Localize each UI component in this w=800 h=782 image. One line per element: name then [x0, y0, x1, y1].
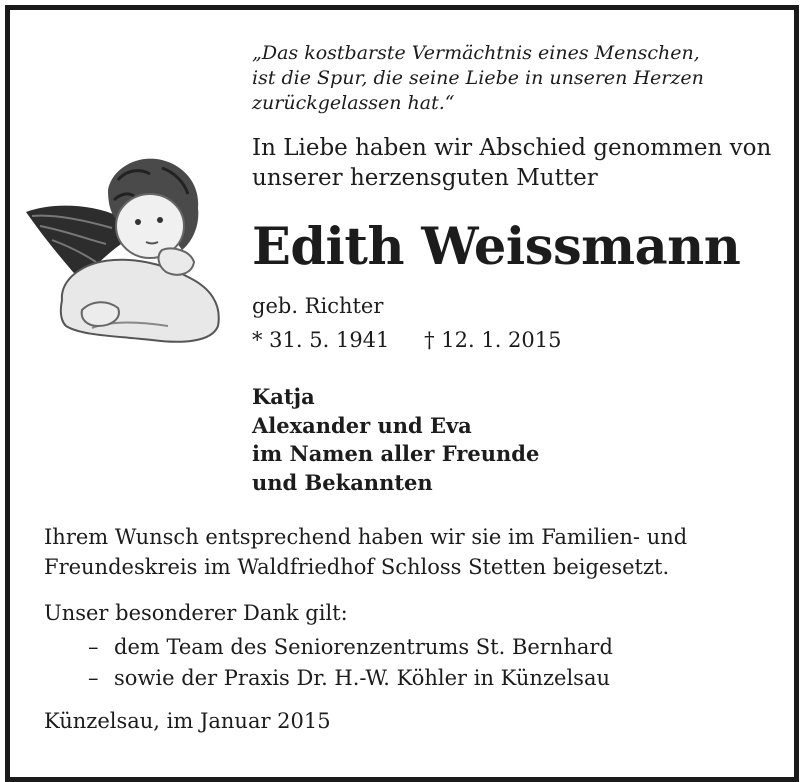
thanks-item-text: sowie der Praxis Dr. H.-W. Köhler in Künzelsau — [114, 666, 610, 690]
life-dates — [252, 326, 562, 354]
thanks-heading: Unser besonderer Dank gilt: — [44, 601, 348, 625]
birth-date: * 31. 5. 1941 — [252, 328, 390, 352]
death-date: † 12. 1. 2015 — [424, 328, 562, 352]
burial-note-line: Freundeskreis im Waldfriedhof Schloss Stetten beigesetzt. — [44, 555, 670, 579]
closing-line: Künzelsau, im Januar 2015 — [44, 709, 331, 733]
thanks-item-text: dem Team des Seniorenzentrums St. Bernhard — [114, 635, 613, 659]
thanks-list — [88, 632, 613, 694]
dash: – — [88, 666, 99, 690]
burial-note-line: Ihrem Wunsch entsprechend haben wir sie im Familien- und — [44, 525, 688, 549]
mourner-line: im Namen aller Freunde — [252, 441, 540, 466]
mourner-line: und Bekannten — [252, 469, 433, 495]
cherub-icon — [22, 150, 232, 350]
quote-line: zurückgelassen hat.“ — [252, 92, 455, 114]
mourners — [252, 383, 539, 497]
birth-name: geb. Richter — [252, 294, 384, 318]
thanks-item — [88, 632, 613, 663]
quote-line: ist die Spur, die seine Liebe in unseren Herzen — [252, 67, 704, 89]
burial-note — [44, 522, 764, 582]
quote-line: „Das kostbarste Vermächtnis eines Menschen, — [252, 42, 700, 64]
thanks-item — [88, 663, 613, 694]
intro-line: In Liebe haben wir Abschied genommen von — [252, 135, 772, 161]
mourner-line: Alexander und Eva — [252, 412, 472, 438]
quote — [252, 41, 772, 116]
dash: – — [88, 635, 99, 659]
mourner-line: Katja — [252, 384, 315, 409]
intro-line: unserer herzensguten Mutter — [252, 165, 598, 191]
deceased-name: Edith Weissmann — [252, 217, 741, 277]
intro-text — [252, 133, 772, 193]
